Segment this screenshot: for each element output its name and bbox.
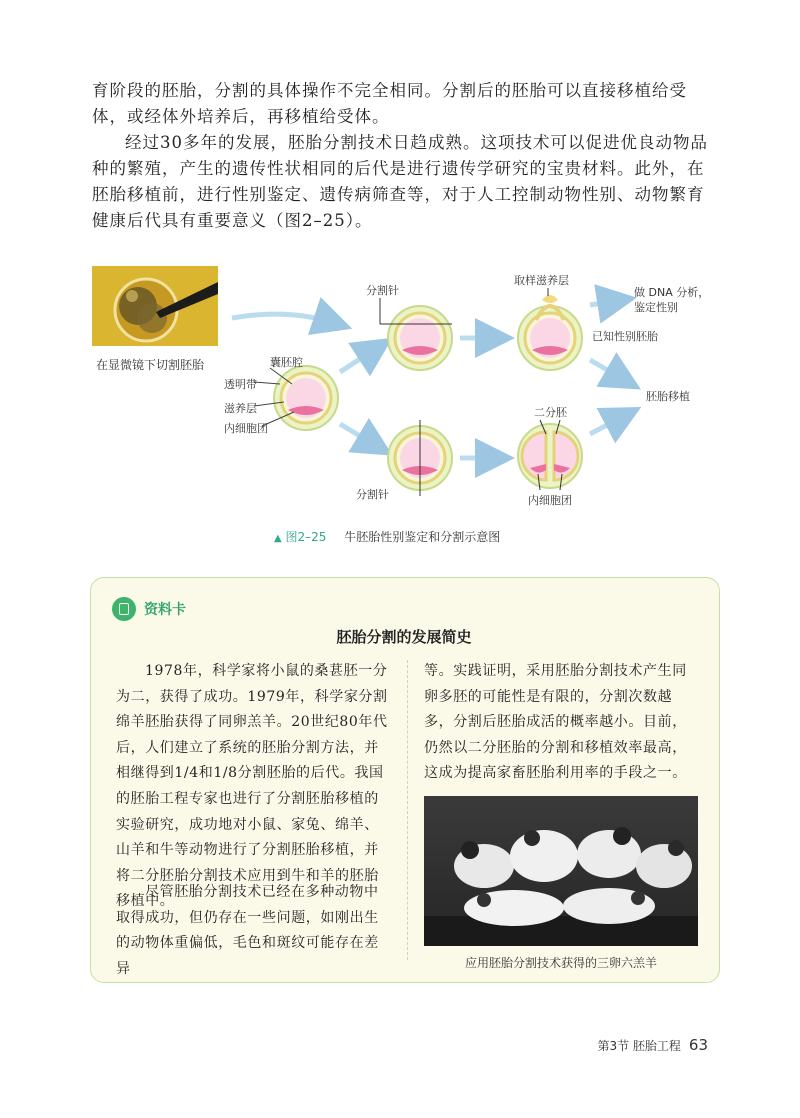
label-sample-troph: 取样滋养层 [514,274,569,287]
page-footer [597,1036,708,1054]
embryo-top-needle [380,298,452,370]
label-known-sex: 已知性别胚胎 [592,330,658,343]
card-paragraph-2: 尽管胚胎分割技术已经在多种动物中取得成功，但仍存在一些问题，如刚出生的动物体重偏低，毛色和斑纹可能存在差异 [116,884,379,977]
column-divider [407,660,408,960]
label-needle-bottom: 分割针 [356,488,389,501]
label-half-embryo: 二分胚 [534,406,567,419]
label-transfer: 胚胎移植 [646,390,690,403]
label-blastocoel: 囊胚腔 [270,356,303,369]
label-dna-2: 鉴定性别 [634,301,678,314]
body-paragraph-2: 经过30多年的发展，胚胎分割技术日趋成熟。这项技术可以促进优良动物品种的繁殖，产生的遗传性状相同的后代是进行遗传学研究的宝贵材料。此外，在胚胎移植前，进行性别鉴定、遗传病筛查等，对于人工控制动物性别、动物繁育健康后代具有重要意义（图2–25）。 [92,133,708,230]
card-title: 胚胎分割的发展简史 [336,628,472,646]
embryo-halves [518,424,582,488]
section-label: 第3节 胚胎工程 [597,1039,681,1053]
sheep-photo [424,796,698,946]
sheep-photo-caption: 应用胚胎分割技术获得的三卵六羔羊 [464,956,657,970]
figure-caption-text: 牛胚胎性别鉴定和分割示意图 [344,530,501,544]
body-paragraph-1: 育阶段的胚胎，分割的具体操作不完全相同。分割后的胚胎可以直接移植给受体，或经体外培养后，再移植给受体。 [92,81,687,126]
figure-number: 图2–25 [285,530,327,544]
embryo-bottom-needle [388,420,452,496]
embryo-known-sex [518,295,582,370]
label-needle-top: 分割针 [366,284,399,297]
card-paragraph-3: 等。实践证明，采用胚胎分割技术产生同卵多胚的可能性是有限的，分割次数越多，分割后胚胎成活的概率越小。目前，仍然以二分胚胎的分割和移植效率最高，这成为提高家畜胚胎利用率的手段之一。 [424,663,687,782]
figure-caption [274,528,500,545]
label-icm-left: 内细胞团 [224,422,268,435]
photo-caption: 在显微镜下切割胚胎 [96,358,205,372]
caption-marker: ▲ [274,533,282,544]
card-paragraph-1: 1978年，科学家将小鼠的桑葚胚一分为二，获得了成功。1979年，科学家分割绵羊胚胎获得了同卵羔羊。20世纪80年代后，人们建立了系统的胚胎分割方法，并相继得到1/4和1/8分割胚胎的后代。我国的胚胎工程专家也进行了分割胚胎移植的实验研究，成功地对小鼠、家兔、绵羊、山羊和牛等动物进行了分割胚胎移植，并将二分胚胎分割技术应用到牛和羊的胚胎移植中。 [116,663,388,910]
embryo-blastocyst [274,366,338,430]
label-dna-1: 做 DNA 分析， [634,286,710,299]
card-tag: 资料卡 [144,602,186,618]
page-number: 63 [688,1036,708,1054]
label-zona: 透明带 [224,378,257,391]
document-icon [112,597,136,621]
label-trophoblast: 滋养层 [224,402,257,415]
label-icm-right: 内细胞团 [528,494,572,507]
